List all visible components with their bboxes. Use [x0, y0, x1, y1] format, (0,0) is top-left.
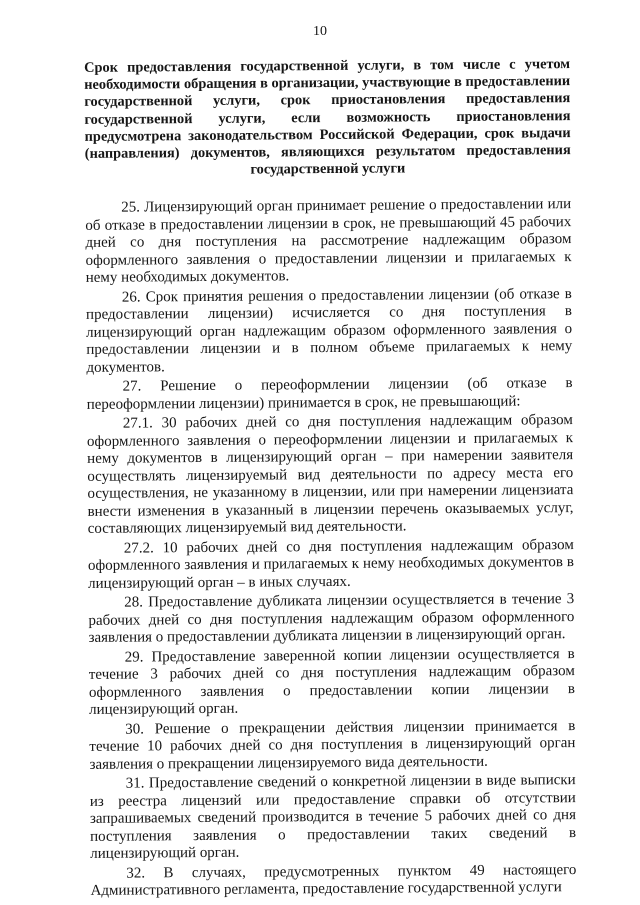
paragraph-31: 31. Предоставление сведений о конкретной лицензии в виде выписки из реестра лицензий или предоставление справки об отсутствии запрашиваемых сведений производится в течение 5 рабочих дней со дня поступления заявления о предоставлении таких сведений в лицензирующий орган. — [89, 772, 577, 863]
paragraph-28: 28. Предоставление дубликата лицензии осуществляется в течение 3 рабочих дней со дня поступления надлежащим образом оформленного заявления о предоставлении дубликата лицензии в лицензирующий орган. — [88, 591, 575, 647]
paragraph-27-1: 27.1. 30 рабочих дней со дня поступления надлежащим образом оформленного заявления о переоформлении лицензии и прилагаемых к нему документов в лицензирующий орган – при намерении заявителя осуществлять лицензируемый вид деятельности по адресу места его осуществления, не указанному в лицензии, или при намерении лицензиата внести изменения в указанный в лицензии перечень оказываемых услуг, составляющих лицензируемый вид деятельности. — [86, 412, 574, 538]
paragraph-29: 29. Предоставление заверенной копии лицензии осуществляется в течение 3 рабочих дней со дня поступления надлежащим образом оформленного заявления о предоставлении копии лицензии в лицензирующий орган. — [88, 645, 576, 719]
document-body — [84, 56, 577, 903]
paragraph-25: 25. Лицензирующий орган принимает решение о предоставлении или об отказе в предоставлении лицензии в срок, не превышающий 45 рабочих дней со дня поступления на рассмотрение надлежащим образом оформленного заявления о предоставлении лицензии и прилагаемых к нему необходимых документов. — [85, 196, 572, 287]
section-heading: Срок предоставления государственной услуги, в том числе с учетом необходимости обращения в организации, участвующие в предоставлении государственной услуги, срок приостановления предоставления государственной услуги, если возможность приостановления предусмотрена законодательством Российской Федерации, срок выдачи (направления) документов, являющихся результатом предоставления государственной услуги — [84, 56, 571, 178]
paragraph-27-2: 27.2. 10 рабочих дней со дня поступления надлежащим образом оформленного заявления и прилагаемых к нему необходимых документов в лицензирующий орган – в иных случаях. — [87, 536, 575, 592]
paragraph-27: 27. Решение о переоформлении лицензии (об отказе в переоформлении лицензии) принимается в срок, не превышающий: — [86, 375, 573, 413]
paragraph-30: 30. Решение о прекращении действия лицензии принимается в течение 10 рабочих дней со дня поступления в лицензирующий орган заявления о прекращении лицензируемого вида деятельности. — [89, 717, 576, 773]
paragraph-26: 26. Срок принятия решения о предоставлении лицензии (об отказе в предоставлении лицензии) исчисляется со дня поступления в лицензирующий орган надлежащим образом оформленного заявления о предоставлении лицензии и в полном объеме прилагаемых к нему документов. — [85, 286, 573, 376]
paragraph-32: 32. В случаях, предусмотренных пунктом 49 настоящего Административного регламента, предоставление государственной услуги — [90, 861, 577, 900]
page-number: 10 — [313, 24, 327, 39]
